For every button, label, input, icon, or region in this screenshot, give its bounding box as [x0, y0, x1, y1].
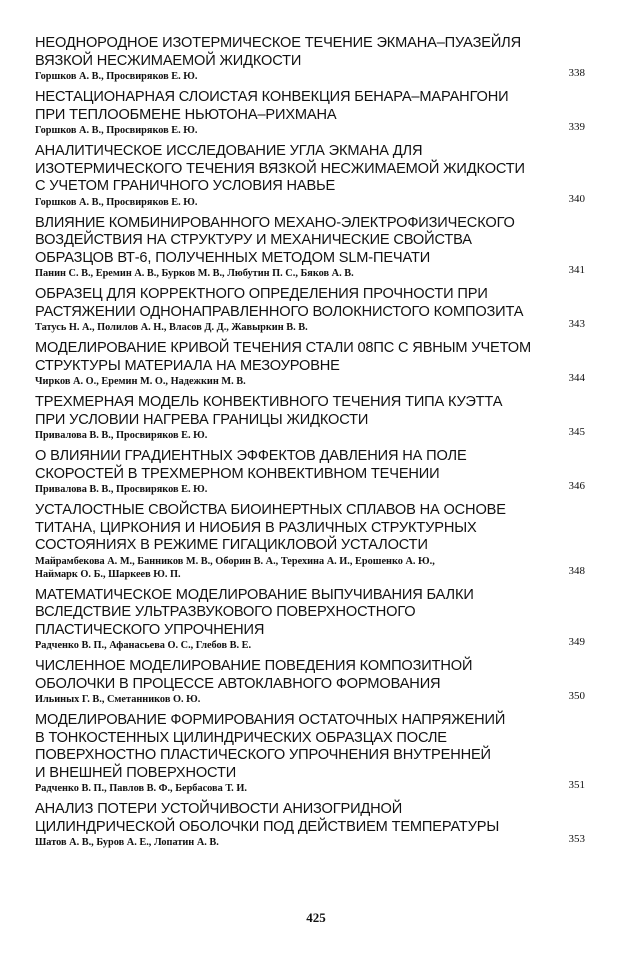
entry-title-line: И ВНЕШНЕЙ ПОВЕРХНОСТИ	[35, 764, 237, 781]
toc-entry	[35, 587, 595, 653]
toc-entry	[35, 394, 595, 442]
entry-title	[35, 587, 595, 640]
entry-authors: Наймарк О. Б., Шаркеев Ю. П.	[35, 568, 181, 580]
entry-authors: Радченко В. П., Павлов В. Ф., Бербасова Т. И.	[35, 783, 247, 794]
entry-title	[35, 143, 595, 196]
toc-entry	[35, 801, 595, 849]
entry-title	[35, 35, 595, 70]
entry-title-line: ТИТАНА, ЦИРКОНИЯ И НИОБИЯ В РАЗЛИЧНЫХ СТРУКТУРНЫХ	[35, 519, 477, 536]
entry-authors: Шатов А. В., Буров А. Е., Лопатин А. В.	[35, 837, 219, 848]
entry-title	[35, 448, 595, 483]
entry-page-number: 353	[568, 833, 585, 845]
entry-title	[35, 215, 595, 268]
entry-title-line: СКОРОСТЕЙ В ТРЕХМЕРНОМ КОНВЕКТИВНОМ ТЕЧЕНИИ	[35, 465, 440, 482]
entry-title	[35, 340, 595, 375]
entry-page-number: 345	[568, 426, 585, 438]
entry-page-number: 340	[568, 192, 585, 205]
entry-title-line: ВЛИЯНИЕ КОМБИНИРОВАННОГО МЕХАНО-ЭЛЕКТРОФИЗИЧЕСКОГО	[35, 214, 515, 231]
entry-authors: Татусь Н. А., Полилов А. Н., Власов Д. Д., Жавыркин В. В.	[35, 322, 308, 333]
entry-title	[35, 502, 595, 555]
entry-title-line: РАСТЯЖЕНИИ ОДНОНАПРАВЛЕННОГО ВОЛОКНИСТОГО КОМПОЗИТА	[35, 303, 524, 320]
entry-title-line: С УЧЕТОМ ГРАНИЧНОГО УСЛОВИЯ НАВЬЕ	[35, 178, 336, 194]
entry-title-line: О ВЛИЯНИИ ГРАДИЕНТНЫХ ЭФФЕКТОВ ДАВЛЕНИЯ НА ПОЛЕ	[35, 448, 467, 464]
entry-page-number: 350	[568, 690, 585, 702]
entry-title-line: ЦИЛИНДРИЧЕСКОЙ ОБОЛОЧКИ ПОД ДЕЙСТВИЕМ ТЕМПЕРАТУРЫ	[35, 818, 500, 835]
entry-authors: Чирков А. О., Еремин М. О., Надежкин М. В.	[35, 376, 246, 387]
toc-entry	[35, 712, 595, 795]
toc-entry	[35, 340, 595, 388]
entry-authors: Майрамбекова А. М., Банников М. В., Оборин В. А., Терехина А. И., Ерошенко А. Ю.,	[35, 555, 435, 567]
table-of-contents	[35, 35, 595, 855]
toc-entry	[35, 35, 595, 83]
entry-title-line: ТРЕХМЕРНАЯ МОДЕЛЬ КОНВЕКТИВНОГО ТЕЧЕНИЯ ТИПА КУЭТТА	[35, 394, 503, 410]
toc-entry	[35, 502, 595, 581]
entry-title	[35, 801, 595, 836]
entry-title-line: МАТЕМАТИЧЕСКОЕ МОДЕЛИРОВАНИЕ ВЫПУЧИВАНИЯ БАЛКИ	[35, 586, 474, 603]
entry-authors: Панин С. В., Еремин А. В., Бурков М. В., Любутин П. С., Бяков А. В.	[35, 268, 354, 279]
entry-title-line: ВЯЗКОЙ НЕСЖИМАЕМОЙ ЖИДКОСТИ	[35, 52, 302, 69]
entry-authors: Горшков А. В., Просвиряков Е. Ю.	[35, 125, 198, 136]
entry-title-line: АНАЛИТИЧЕСКОЕ ИССЛЕДОВАНИЕ УГЛА ЭКМАНА ДЛЯ	[35, 143, 423, 159]
toc-entry	[35, 89, 595, 137]
entry-authors: Радченко В. П., Афанасьева О. С., Глебов В. Е.	[35, 640, 252, 651]
entry-page-number: 338	[568, 67, 585, 79]
entry-page-number: 344	[568, 372, 585, 384]
entry-authors: Ильиных Г. В., Сметанников О. Ю.	[35, 694, 201, 705]
entry-title-line: УСТАЛОСТНЫЕ СВОЙСТВА БИОИНЕРТНЫХ СПЛАВОВ НА ОСНОВЕ	[35, 502, 506, 518]
toc-entry	[35, 658, 595, 706]
toc-entry	[35, 143, 595, 209]
entry-title-line: ВСЛЕДСТВИЕ УЛЬТРАЗВУКОВОГО ПОВЕРХНОСТНОГО	[35, 604, 416, 620]
entry-title-line: ВОЗДЕЙСТВИЯ НА СТРУКТУРУ И МЕХАНИЧЕСКИЕ СВОЙСТВА	[35, 232, 472, 248]
entry-page-number: 351	[568, 779, 585, 791]
entry-title-line: ПРИ УСЛОВИИ НАГРЕВА ГРАНИЦЫ ЖИДКОСТИ	[35, 411, 369, 428]
entry-title-line: ПОВЕРХНОСТНО ПЛАСТИЧЕСКОГО УПРОЧНЕНИЯ ВНУТРЕННЕЙ	[35, 747, 491, 763]
toc-entry	[35, 286, 595, 334]
entry-title	[35, 394, 595, 429]
entry-title-line: ОБОЛОЧКИ В ПРОЦЕССЕ АВТОКЛАВНОГО ФОРМОВАНИЯ	[35, 675, 441, 692]
entry-page-number: 348	[568, 564, 585, 577]
entry-title-line: ИЗОТЕРМИЧЕСКОГО ТЕЧЕНИЯ ВЯЗКОЙ НЕСЖИМАЕМОЙ ЖИДКОСТИ	[35, 160, 525, 177]
entry-title-line: АНАЛИЗ ПОТЕРИ УСТОЙЧИВОСТИ АНИЗОГРИДНОЙ	[35, 801, 403, 817]
page-number-footer: 425	[306, 910, 326, 925]
toc-entry	[35, 448, 595, 496]
entry-authors: Привалова В. В., Просвиряков Е. Ю.	[35, 430, 208, 441]
entry-title	[35, 712, 595, 782]
entry-page-number: 343	[568, 318, 585, 330]
toc-entry	[35, 215, 595, 281]
entry-title	[35, 286, 595, 321]
entry-title-line: ОБРАЗЕЦ ДЛЯ КОРРЕКТНОГО ОПРЕДЕЛЕНИЯ ПРОЧНОСТИ ПРИ	[35, 286, 488, 302]
entry-title-line: В ТОНКОСТЕННЫХ ЦИЛИНДРИЧЕСКИХ ОБРАЗЦАХ ПОСЛЕ	[35, 729, 447, 746]
entry-title-line: ЧИСЛЕННОЕ МОДЕЛИРОВАНИЕ ПОВЕДЕНИЯ КОМПОЗИТНОЙ	[35, 658, 473, 674]
entry-authors: Привалова В. В., Просвиряков Е. Ю.	[35, 484, 208, 495]
entry-title-line: НЕСТАЦИОНАРНАЯ СЛОИСТАЯ КОНВЕКЦИЯ БЕНАРА–МАРАНГОНИ	[35, 89, 509, 105]
entry-page-number: 341	[568, 264, 585, 276]
entry-title-line: МОДЕЛИРОВАНИЕ ФОРМИРОВАНИЯ ОСТАТОЧНЫХ НАПРЯЖЕНИЙ	[35, 712, 506, 728]
entry-page-number: 349	[568, 636, 585, 648]
entry-title-line: ОБРАЗЦОВ ВТ-6, ПОЛУЧЕННЫХ МЕТОДОМ SLM-ПЕЧАТИ	[35, 249, 431, 266]
entry-authors: Горшков А. В., Просвиряков Е. Ю.	[35, 196, 198, 208]
entry-authors: Горшков А. В., Просвиряков Е. Ю.	[35, 71, 198, 82]
entry-title-line: ПРИ ТЕПЛООБМЕНЕ НЬЮТОНА–РИХМАНА	[35, 106, 337, 123]
entry-page-number: 346	[568, 480, 585, 492]
entry-title	[35, 658, 595, 693]
entry-title-line: СОСТОЯНИЯХ В РЕЖИМЕ ГИГАЦИКЛОВОЙ УСТАЛОСТИ	[35, 537, 428, 553]
entry-title-line: СТРУКТУРЫ МАТЕРИАЛА НА МЕЗОУРОВНЕ	[35, 357, 340, 374]
entry-title-line: НЕОДНОРОДНОЕ ИЗОТЕРМИЧЕСКОЕ ТЕЧЕНИЕ ЭКМАНА–ПУАЗЕЙЛЯ	[35, 35, 521, 51]
entry-title-line: МОДЕЛИРОВАНИЕ КРИВОЙ ТЕЧЕНИЯ СТАЛИ 08ПС С ЯВНЫМ УЧЕТОМ	[35, 340, 531, 356]
entry-title-line: ПЛАСТИЧЕСКОГО УПРОЧНЕНИЯ	[35, 621, 265, 638]
entry-page-number: 339	[568, 121, 585, 133]
entry-title	[35, 89, 595, 124]
